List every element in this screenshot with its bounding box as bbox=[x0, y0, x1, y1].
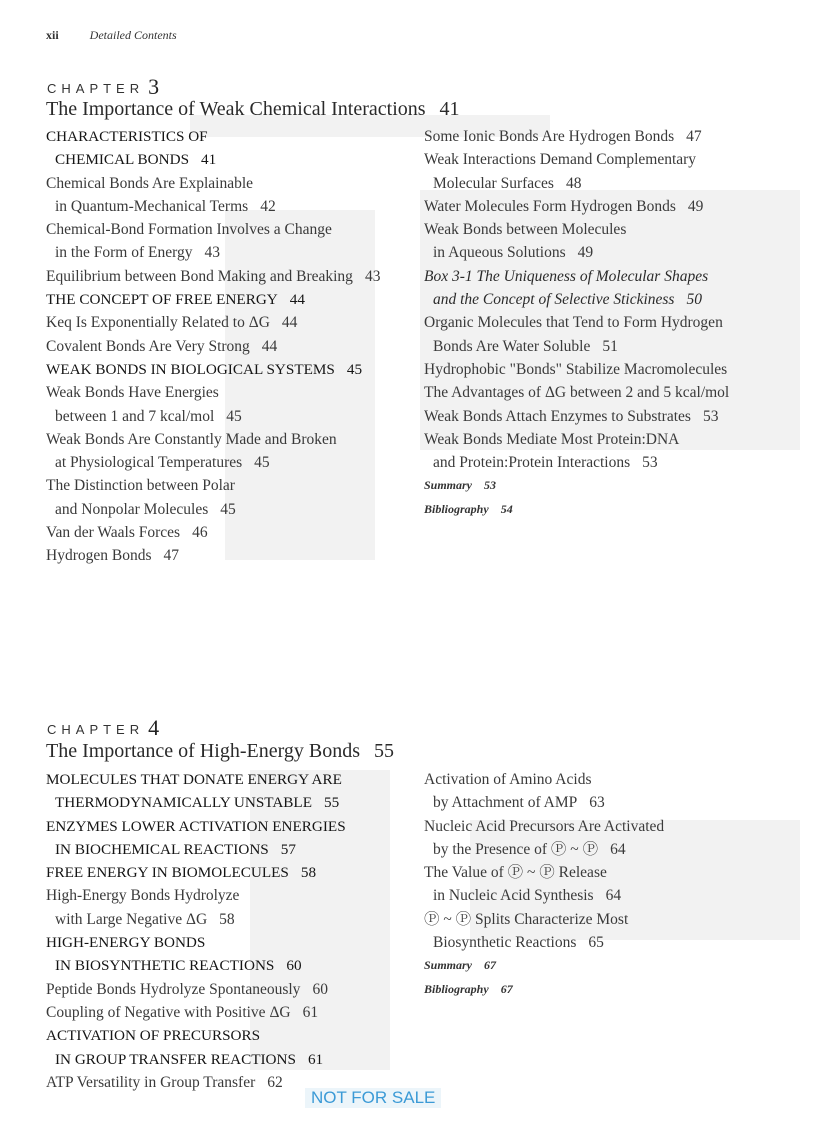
toc-entry-text: in the Form of Energy bbox=[55, 244, 193, 262]
toc-entry bbox=[46, 884, 406, 907]
toc-entry-text: Organic Molecules that Tend to Form Hydrogen bbox=[424, 314, 723, 332]
toc-entry bbox=[46, 1048, 406, 1071]
toc-entry bbox=[424, 768, 804, 791]
toc-entry-page: 45 bbox=[254, 454, 270, 472]
toc-entry-text: Weak Bonds between Molecules bbox=[424, 221, 627, 239]
toc-entry-text: Peptide Bonds Hydrolyze Spontaneously bbox=[46, 980, 301, 998]
toc-entry-page: 42 bbox=[260, 197, 276, 215]
chapter-number: 4 bbox=[148, 715, 160, 740]
toc-entry-text: MOLECULES THAT DONATE ENERGY ARE bbox=[46, 771, 342, 788]
toc-entry-text: THERMODYNAMICALLY UNSTABLE bbox=[55, 794, 312, 812]
toc-entry-page: 50 bbox=[686, 291, 702, 309]
toc-entry-page: 49 bbox=[687, 197, 704, 215]
toc-left-column bbox=[46, 125, 406, 568]
toc-entry bbox=[424, 241, 804, 264]
toc-entry bbox=[424, 498, 804, 521]
toc-entry-page: 61 bbox=[307, 1050, 324, 1068]
toc-entry-page: 63 bbox=[589, 794, 605, 812]
toc-entry bbox=[46, 358, 406, 381]
toc-entry-text: between 1 and 7 kcal/mol bbox=[55, 407, 215, 425]
toc-entry bbox=[424, 451, 804, 474]
toc-entry bbox=[46, 768, 406, 791]
toc-entry-text: Keq Is Exponentially Related to ΔG bbox=[46, 314, 270, 332]
toc-entry-page: 45 bbox=[226, 407, 242, 425]
toc-entry-text: Weak Bonds Are Constantly Made and Broken bbox=[46, 430, 337, 448]
toc-entry-text: Some Ionic Bonds Are Hydrogen Bonds bbox=[424, 128, 675, 145]
toc-entry-page: 58 bbox=[219, 910, 235, 928]
toc-entry bbox=[46, 451, 406, 474]
toc-entry-text: and Nonpolar Molecules bbox=[55, 500, 209, 518]
toc-entry-text: Water Molecules Form Hydrogen Bonds bbox=[424, 197, 676, 215]
toc-entry bbox=[46, 148, 406, 171]
toc-entry bbox=[46, 428, 406, 451]
chapter-label: CHAPTER 3 bbox=[47, 74, 160, 99]
toc-entry bbox=[424, 954, 804, 977]
toc-entry bbox=[424, 358, 804, 381]
toc-entry-page: 51 bbox=[602, 337, 618, 355]
toc-entry-page: 45 bbox=[220, 500, 236, 518]
toc-entry-text: IN BIOCHEMICAL REACTIONS bbox=[55, 840, 269, 858]
toc-entry-text: Hydrogen Bonds bbox=[46, 547, 152, 565]
chapter-page: 55 bbox=[374, 740, 394, 762]
toc-entry-text: CHEMICAL BONDS bbox=[55, 151, 190, 169]
toc-entry bbox=[424, 815, 804, 838]
toc-entry-page: 60 bbox=[286, 957, 302, 975]
toc-entry-text: and the Concept of Selective Stickiness bbox=[433, 291, 675, 309]
toc-entry bbox=[46, 1001, 406, 1024]
toc-entry-page: 53 bbox=[702, 407, 719, 425]
toc-entry-page: 53 bbox=[642, 454, 658, 472]
toc-entry-text: The Value of Ⓟ ~ Ⓟ Release bbox=[424, 864, 607, 882]
toc-entry bbox=[424, 125, 804, 148]
toc-entry bbox=[46, 474, 406, 497]
toc-entry bbox=[424, 381, 804, 404]
toc-entry-text: Nucleic Acid Precursors Are Activated bbox=[424, 817, 665, 835]
toc-entry bbox=[46, 125, 406, 148]
toc-entry-text: Chemical Bonds Are Explainable bbox=[46, 174, 254, 192]
toc-entry bbox=[424, 195, 804, 218]
toc-entry-text: Activation of Amino Acids bbox=[424, 771, 592, 788]
toc-entry bbox=[424, 931, 804, 954]
toc-entry bbox=[46, 861, 406, 884]
toc-entry-text: ATP Versatility in Group Transfer bbox=[46, 1073, 256, 1091]
toc-entry bbox=[46, 172, 406, 195]
page-number: xii bbox=[46, 28, 59, 42]
toc-entry-text: Bonds Are Water Soluble bbox=[433, 337, 591, 355]
toc-entry bbox=[46, 335, 406, 358]
toc-entry bbox=[424, 428, 804, 451]
toc-right-column bbox=[424, 125, 804, 521]
toc-entry bbox=[46, 311, 406, 334]
toc-entry-page: 67 bbox=[500, 981, 513, 996]
toc-entry-text: Chemical-Bond Formation Involves a Change bbox=[46, 221, 332, 239]
toc-entry bbox=[424, 978, 804, 1001]
toc-entry-text: in Aqueous Solutions bbox=[433, 244, 566, 262]
toc-entry-page: 53 bbox=[484, 478, 497, 493]
toc-entry-page: 44 bbox=[281, 314, 298, 332]
toc-entry-page: 47 bbox=[686, 128, 702, 145]
toc-entry bbox=[46, 195, 406, 218]
toc-entry-text: by the Presence of Ⓟ ~ Ⓟ bbox=[433, 840, 599, 858]
toc-entry-text: Ⓟ ~ Ⓟ Splits Characterize Most bbox=[424, 910, 629, 928]
toc-entry bbox=[46, 218, 406, 241]
toc-entry-text: Weak Bonds Attach Enzymes to Substrates bbox=[424, 407, 691, 425]
running-title: Detailed Contents bbox=[89, 28, 177, 42]
toc-entry bbox=[46, 908, 406, 931]
toc-entry bbox=[424, 265, 804, 288]
toc-entry-text: Van der Waals Forces bbox=[46, 524, 181, 542]
toc-entry-text: IN BIOSYNTHETIC REACTIONS bbox=[55, 957, 275, 975]
toc-entry-page: 46 bbox=[192, 524, 208, 542]
toc-entry-page: 60 bbox=[312, 980, 328, 998]
running-header bbox=[46, 28, 177, 43]
toc-entry bbox=[424, 172, 804, 195]
toc-entry bbox=[424, 311, 804, 334]
toc-entry bbox=[46, 544, 406, 567]
toc-entry-page: 62 bbox=[267, 1073, 283, 1091]
toc-entry-text: Box 3-1 The Uniqueness of Molecular Shapes bbox=[424, 267, 709, 285]
toc-entry-text: Summary bbox=[424, 958, 473, 973]
toc-entry bbox=[46, 791, 406, 814]
toc-entry-text: High-Energy Bonds Hydrolyze bbox=[46, 887, 240, 905]
toc-entry-page: 44 bbox=[261, 337, 278, 355]
toc-entry-text: in Quantum-Mechanical Terms bbox=[55, 197, 249, 215]
toc-entry-text: in Nucleic Acid Synthesis bbox=[433, 887, 594, 905]
toc-entry-page: 44 bbox=[289, 291, 305, 309]
toc-entry-text: The Distinction between Polar bbox=[46, 477, 235, 495]
toc-entry bbox=[46, 978, 406, 1001]
toc-entry-page: 47 bbox=[163, 547, 179, 565]
toc-right-column bbox=[424, 768, 804, 1001]
toc-entry-text: ENZYMES LOWER ACTIVATION ENERGIES bbox=[46, 817, 346, 835]
toc-entry-page: 45 bbox=[346, 360, 363, 378]
toc-entry bbox=[424, 148, 804, 171]
toc-entry-text: THE CONCEPT OF FREE ENERGY bbox=[46, 291, 278, 309]
watermark: NOT FOR SALE bbox=[305, 1088, 441, 1108]
toc-entry bbox=[46, 931, 406, 954]
toc-entry-page: 41 bbox=[201, 151, 217, 169]
chapter-page: 41 bbox=[439, 98, 460, 120]
toc-entry bbox=[46, 241, 406, 264]
toc-entry bbox=[424, 908, 804, 931]
toc-entry bbox=[424, 335, 804, 358]
toc-entry-text: Covalent Bonds Are Very Strong bbox=[46, 337, 250, 355]
toc-entry-text: HIGH-ENERGY BONDS bbox=[46, 934, 206, 952]
toc-entry-text: Weak Bonds Have Energies bbox=[46, 384, 219, 402]
toc-entry-text: Summary bbox=[424, 478, 473, 493]
toc-entry bbox=[46, 498, 406, 521]
toc-entry-text: Weak Bonds Mediate Most Protein:DNA bbox=[424, 430, 680, 448]
toc-entry-text: Bibliography bbox=[424, 981, 489, 996]
toc-entry bbox=[424, 218, 804, 241]
toc-entry-text: at Physiological Temperatures bbox=[55, 454, 243, 472]
toc-entry-page: 43 bbox=[204, 244, 220, 262]
toc-entry-page: 49 bbox=[577, 244, 594, 262]
toc-entry-page: 54 bbox=[500, 501, 513, 516]
toc-entry-page: 65 bbox=[588, 934, 604, 952]
toc-entry bbox=[46, 521, 406, 544]
toc-entry bbox=[46, 838, 406, 861]
chapter-title: The Importance of Weak Chemical Interactions 41 bbox=[46, 98, 460, 120]
toc-entry-text: Bibliography bbox=[424, 501, 489, 516]
toc-entry-page: 48 bbox=[565, 174, 582, 192]
toc-entry-text: CHARACTERISTICS OF bbox=[46, 128, 208, 145]
toc-entry bbox=[424, 405, 804, 428]
toc-entry-text: IN GROUP TRANSFER REACTIONS bbox=[55, 1050, 296, 1068]
toc-entry-page: 67 bbox=[484, 958, 497, 973]
toc-entry-page: 57 bbox=[280, 840, 296, 858]
chapter-title: The Importance of High-Energy Bonds 55 bbox=[46, 740, 394, 762]
toc-entry-text: Molecular Surfaces bbox=[433, 174, 554, 192]
toc-entry-text: ACTIVATION OF PRECURSORS bbox=[46, 1027, 261, 1045]
toc-entry bbox=[46, 381, 406, 404]
toc-entry-text: Equilibrium between Bond Making and Breaking bbox=[46, 267, 353, 285]
toc-entry bbox=[46, 288, 406, 311]
toc-entry bbox=[424, 474, 804, 497]
chapter-number: 3 bbox=[148, 74, 160, 99]
toc-entry bbox=[46, 405, 406, 428]
toc-entry-text: with Large Negative ΔG bbox=[55, 910, 208, 928]
toc-entry-text: by Attachment of AMP bbox=[433, 794, 578, 812]
toc-entry-text: Coupling of Negative with Positive ΔG bbox=[46, 1003, 291, 1021]
toc-entry-text: FREE ENERGY IN BIOMOLECULES bbox=[46, 864, 289, 882]
toc-entry bbox=[46, 815, 406, 838]
toc-entry bbox=[46, 954, 406, 977]
toc-entry-text: Weak Interactions Demand Complementary bbox=[424, 151, 697, 169]
toc-entry-text: Biosynthetic Reactions bbox=[433, 934, 577, 952]
chapter-label: CHAPTER 4 bbox=[47, 715, 160, 740]
toc-entry-text: The Advantages of ΔG between 2 and 5 kcal/mol bbox=[424, 384, 730, 402]
toc-entry-page: 58 bbox=[300, 864, 317, 882]
toc-entry-text: WEAK BONDS IN BIOLOGICAL SYSTEMS bbox=[46, 360, 335, 378]
toc-entry-page: 55 bbox=[323, 794, 340, 812]
toc-left-column bbox=[46, 768, 406, 1094]
toc-entry bbox=[424, 838, 804, 861]
toc-entry-page: 64 bbox=[610, 840, 626, 858]
toc-entry-page: 43 bbox=[364, 267, 381, 285]
toc-entry-page: 64 bbox=[605, 887, 622, 905]
toc-entry-text: Hydrophobic "Bonds" Stabilize Macromolecules bbox=[424, 360, 728, 378]
toc-entry-text: and Protein:Protein Interactions bbox=[433, 454, 631, 472]
toc-entry bbox=[424, 861, 804, 884]
toc-entry bbox=[46, 1024, 406, 1047]
toc-entry bbox=[424, 288, 804, 311]
toc-entry bbox=[424, 884, 804, 907]
toc-entry bbox=[424, 791, 804, 814]
toc-entry-page: 61 bbox=[302, 1003, 319, 1021]
toc-entry bbox=[46, 265, 406, 288]
